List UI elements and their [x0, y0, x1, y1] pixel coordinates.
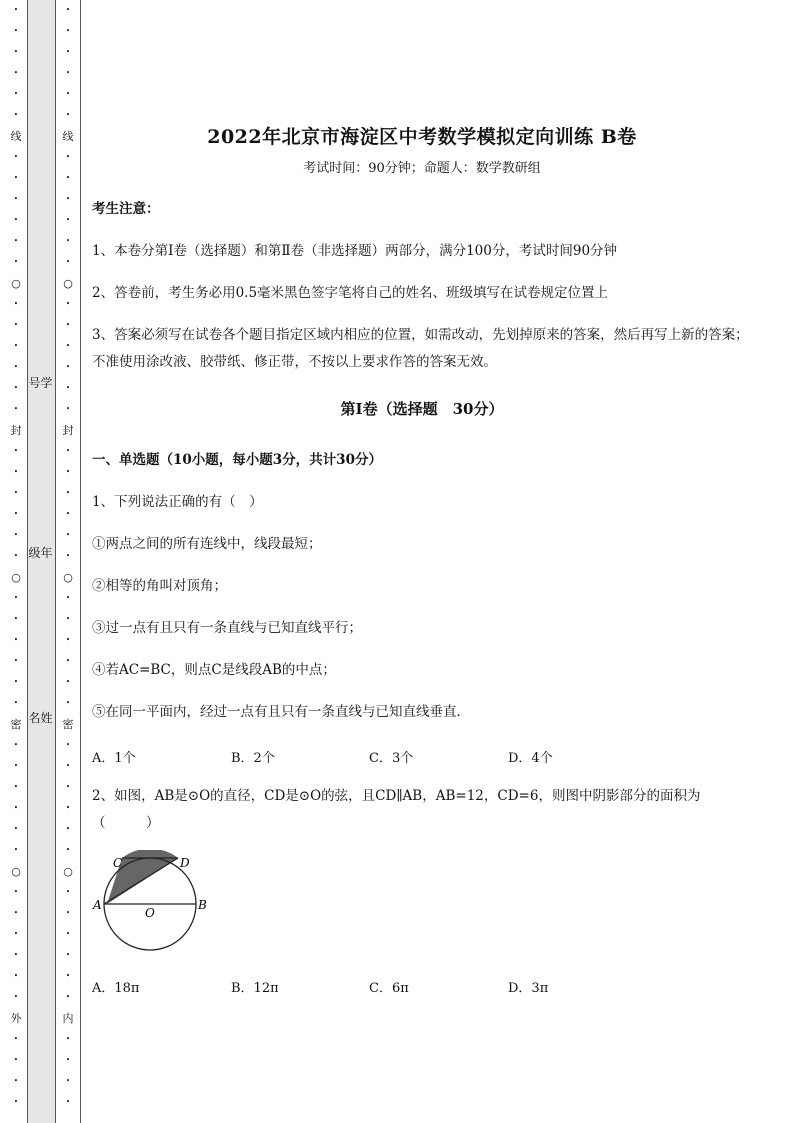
binding-dot: •: [13, 1035, 19, 1043]
binding-dot: •: [13, 468, 19, 476]
binding-dot: •: [13, 741, 19, 749]
binding-dot: •: [65, 384, 71, 392]
binding-dot: •: [13, 804, 19, 812]
binding-label: ○: [63, 277, 73, 290]
binding-dot: •: [13, 405, 19, 413]
binding-dot: •: [65, 762, 71, 770]
binding-dot: •: [65, 153, 71, 161]
binding-dot: •: [65, 447, 71, 455]
binding-dot: •: [13, 342, 19, 350]
grade-label: 级年: [28, 546, 53, 560]
binding-dot: •: [65, 699, 71, 707]
binding-dot: •: [13, 216, 19, 224]
q1-option-a[interactable]: A．1个: [92, 751, 136, 766]
binding-dot: •: [13, 762, 19, 770]
binding-dot: •: [65, 174, 71, 182]
binding-dot: •: [13, 699, 19, 707]
binding-dot: •: [13, 195, 19, 203]
binding-dot: •: [13, 615, 19, 623]
q1-option-c[interactable]: C．3个: [369, 751, 414, 766]
notice-heading: 考生注意：: [92, 201, 160, 217]
q2-stem: 2、如图，AB是⊙O的直径，CD是⊙O的弦，且CD∥AB，AB=12，CD=6，则图中阴影部分的面积为（ ）: [92, 788, 701, 831]
binding-dot: •: [65, 1077, 71, 1085]
q2-option-c[interactable]: C．6π: [369, 981, 409, 996]
binding-label: 封: [62, 424, 74, 437]
binding-dot: •: [65, 1098, 71, 1106]
binding-dot: •: [65, 69, 71, 77]
q1-statement: ①两点之间的所有连线中，线段最短；: [92, 536, 322, 552]
binding-dot: •: [65, 90, 71, 98]
binding-dot: •: [65, 909, 71, 917]
binding-label: 线: [10, 130, 22, 143]
binding-dot: •: [13, 111, 19, 119]
binding-dot: •: [13, 783, 19, 791]
circle-figure: [92, 850, 222, 960]
binding-label: ○: [11, 865, 21, 878]
binding-dot: •: [65, 27, 71, 35]
notice-item: 3、答案必须写在试卷各个题目指定区域内相应的位置，如需改动，先划掉原来的答案，然后再写上新的答案；不准使用涂改液、胶带纸、修正带，不按以上要求作答的答案无效。: [92, 327, 749, 370]
binding-dot: •: [13, 321, 19, 329]
binding-label: ○: [63, 865, 73, 878]
shaded-segment: [122, 850, 178, 858]
binding-dot: •: [65, 216, 71, 224]
label-d: D: [180, 856, 190, 870]
binding-label: 密: [10, 718, 22, 731]
binding-dot: •: [13, 594, 19, 602]
notice-item: 2、答卷前，考生务必用0.5毫米黑色签字笔将自己的姓名、班级填写在试卷规定位置上: [92, 285, 609, 301]
binding-label: 内: [62, 1012, 74, 1025]
binding-dot: •: [65, 531, 71, 539]
binding-dot: •: [13, 489, 19, 497]
q1-statement: ④若AC=BC，则点C是线段AB的中点；: [92, 662, 336, 678]
binding-dot: •: [65, 825, 71, 833]
binding-dot: •: [65, 846, 71, 854]
binding-dot: •: [13, 993, 19, 1001]
binding-label: ○: [11, 277, 21, 290]
binding-dot: •: [65, 405, 71, 413]
binding-label: ○: [11, 571, 21, 584]
binding-dot: •: [65, 993, 71, 1001]
binding-dot: •: [65, 636, 71, 644]
binding-dot: •: [65, 363, 71, 371]
binding-dot: •: [13, 48, 19, 56]
left-binding-dots: [10, 0, 22, 1123]
binding-dot: •: [65, 930, 71, 938]
binding-dot: •: [13, 300, 19, 308]
binding-dot: •: [13, 237, 19, 245]
student-id-label: 号学: [28, 376, 53, 390]
binding-label: 密: [62, 718, 74, 731]
exam-info: 考试时间：90分钟；命题人：数学教研组: [303, 161, 541, 176]
binding-dot: •: [13, 363, 19, 371]
binding-dot: •: [65, 951, 71, 959]
binding-dot: •: [65, 6, 71, 14]
binding-dot: •: [65, 1035, 71, 1043]
binding-dot: •: [13, 6, 19, 14]
binding-dot: •: [65, 783, 71, 791]
binding-dot: •: [65, 741, 71, 749]
label-o: O: [145, 906, 155, 920]
binding-dot: •: [13, 384, 19, 392]
binding-label: 外: [10, 1012, 22, 1025]
page-title: 2022年北京市海淀区中考数学模拟定向训练 B卷: [207, 126, 637, 148]
binding-dot: •: [65, 300, 71, 308]
binding-dot: •: [65, 657, 71, 665]
binding-dot: •: [13, 972, 19, 980]
binding-dot: •: [65, 615, 71, 623]
binding-dot: •: [13, 909, 19, 917]
q1-option-d[interactable]: D．4个: [508, 751, 553, 766]
binding-dot: •: [65, 594, 71, 602]
binding-dot: •: [13, 153, 19, 161]
binding-dot: •: [65, 195, 71, 203]
binding-dot: •: [13, 27, 19, 35]
binding-dot: •: [65, 489, 71, 497]
binding-dot: •: [13, 636, 19, 644]
binding-dot: •: [65, 111, 71, 119]
binding-dot: •: [13, 258, 19, 266]
binding-dot: •: [13, 447, 19, 455]
binding-dot: •: [13, 930, 19, 938]
binding-dot: •: [65, 888, 71, 896]
binding-dot: •: [13, 846, 19, 854]
binding-dot: •: [65, 237, 71, 245]
binding-dot: •: [13, 1098, 19, 1106]
binding-label: 线: [62, 130, 74, 143]
binding-dot: •: [65, 1056, 71, 1064]
binding-dot: •: [13, 888, 19, 896]
binding-dot: •: [13, 531, 19, 539]
part-heading: 一、单选题（10小题，每小题3分，共计30分）: [92, 452, 382, 468]
binding-dot: •: [13, 174, 19, 182]
binding-dot: •: [13, 1077, 19, 1085]
binding-line: [80, 0, 81, 1123]
binding-dot: •: [65, 552, 71, 560]
binding-dot: •: [13, 90, 19, 98]
binding-dot: •: [65, 48, 71, 56]
binding-dot: •: [65, 342, 71, 350]
binding-dot: •: [65, 321, 71, 329]
q1-statement: ③过一点有且只有一条直线与已知直线平行；: [92, 620, 362, 636]
notice-item: 1、本卷分第Ⅰ卷（选择题）和第Ⅱ卷（非选择题）两部分，满分100分，考试时间90分钟: [92, 243, 618, 259]
q2-option-a[interactable]: A．18π: [92, 981, 140, 996]
label-a: A: [93, 898, 102, 912]
binding-dot: •: [13, 825, 19, 833]
binding-dot: •: [13, 69, 19, 77]
binding-dot: •: [65, 678, 71, 686]
binding-dot: •: [13, 1056, 19, 1064]
q2-option-b[interactable]: B．12π: [231, 981, 279, 996]
q1-stem: 1、下列说法正确的有（ ）: [92, 494, 263, 510]
name-label: 名姓: [28, 711, 53, 725]
inner-binding-dots: [62, 0, 74, 1123]
binding-dot: •: [65, 468, 71, 476]
binding-dot: •: [13, 552, 19, 560]
section-title: 第Ⅰ卷（选择题 30分）: [340, 400, 504, 418]
q1-option-b[interactable]: B．2个: [231, 751, 275, 766]
binding-label: ○: [63, 571, 73, 584]
label-c: C: [113, 856, 123, 870]
binding-dot: •: [65, 510, 71, 518]
q1-statement: ②相等的角叫对顶角；: [92, 578, 227, 594]
binding-dot: •: [13, 678, 19, 686]
binding-dot: •: [13, 657, 19, 665]
binding-dot: •: [65, 972, 71, 980]
label-b: B: [198, 898, 207, 912]
binding-dot: •: [65, 258, 71, 266]
binding-label: 封: [10, 424, 22, 437]
q1-statement: ⑤在同一平面内，经过一点有且只有一条直线与已知直线垂直．: [92, 704, 470, 720]
binding-dot: •: [13, 951, 19, 959]
binding-dot: •: [65, 804, 71, 812]
q2-option-d[interactable]: D．3π: [508, 981, 549, 996]
binding-dot: •: [13, 510, 19, 518]
